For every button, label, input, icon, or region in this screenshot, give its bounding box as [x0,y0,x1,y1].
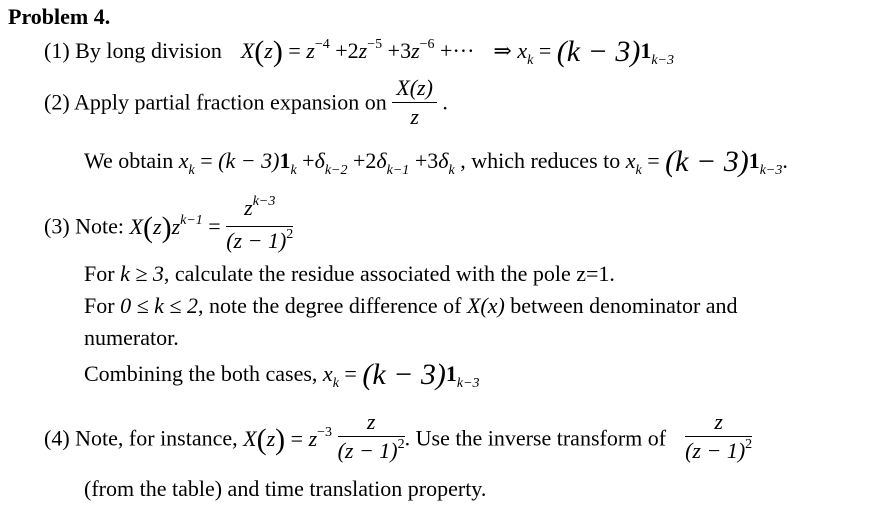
item-2-period: . [442,89,448,115]
item-2-result-line [84,146,788,178]
item-4-fraction-1: $\frac{z}{(z - 1)^2}$ [337,409,405,463]
item-1-result: $x_k = (k - 3)1_{k-3}$ [517,35,674,68]
item-1-number: (1) [44,38,70,63]
item-2-fraction: $\frac{X(z)}{z}$ [392,76,437,129]
item-3-text: Note: [75,213,125,239]
item-1 [44,36,674,68]
problem-title: Problem 4. [8,4,111,29]
item-2-reduced-equation: $x_k = (k - 3)1_{k-3}$. [625,145,788,178]
item-4-lhs: $X(z) = z^{-3}$ [243,422,333,456]
item-2-number: (2) [44,89,70,115]
item-4 [44,409,753,469]
item-4-fraction-2: $\frac{z}{(z - 1)^2}$ [685,409,753,463]
item-1-expansion: $X(z) = z^{-4} +2z^{-5} +3z^{-6}$ +··· [240,35,475,68]
item-2-reduces-text: , which reduces to [460,148,621,173]
item-3-number: (3) [44,213,70,239]
item-2-equation: $x_k = (k - 3)1_k +\delta_{k-2} +2\delta_{k-1} +3\delta_k$ [178,148,455,178]
implies-arrow: ⇒ [493,38,512,63]
item-3-line-3: numerator. [84,325,179,350]
item-3-line-1: For k ≥ 3, calculate the residue associated with the pole z=1. [84,261,615,286]
item-2-obtain-text: We obtain [84,148,174,173]
item-4-number: (4) [44,425,70,451]
item-2 [44,75,448,131]
item-3-lhs: $X(z)z^{k-1}$ [129,210,203,244]
item-3-line-2: For 0 ≤ k ≤ 2, note the degree difference of X(x) between denominator and [84,293,738,318]
item-3-line-4: Combining the both cases, $x_k = (k - 3)1_{k-3}$ [84,358,480,391]
item-1-text: By long division [75,38,222,63]
item-3-fraction: $\frac{z^{k-3}}{(z - 1)^2}$ [226,194,294,253]
item-4-mid-text: . Use the inverse transform of [404,425,667,451]
item-4-text: Note, for instance, [75,425,238,451]
item-2-text: Apply partial fraction expansion on [73,89,387,115]
item-4-line-2: (from the table) and time translation property. [84,476,487,501]
item-3: (3) Note: $X(z)z^{k-1}$ = $\frac{z^{k-3}}{(z - 1)^2}$ [44,198,293,259]
